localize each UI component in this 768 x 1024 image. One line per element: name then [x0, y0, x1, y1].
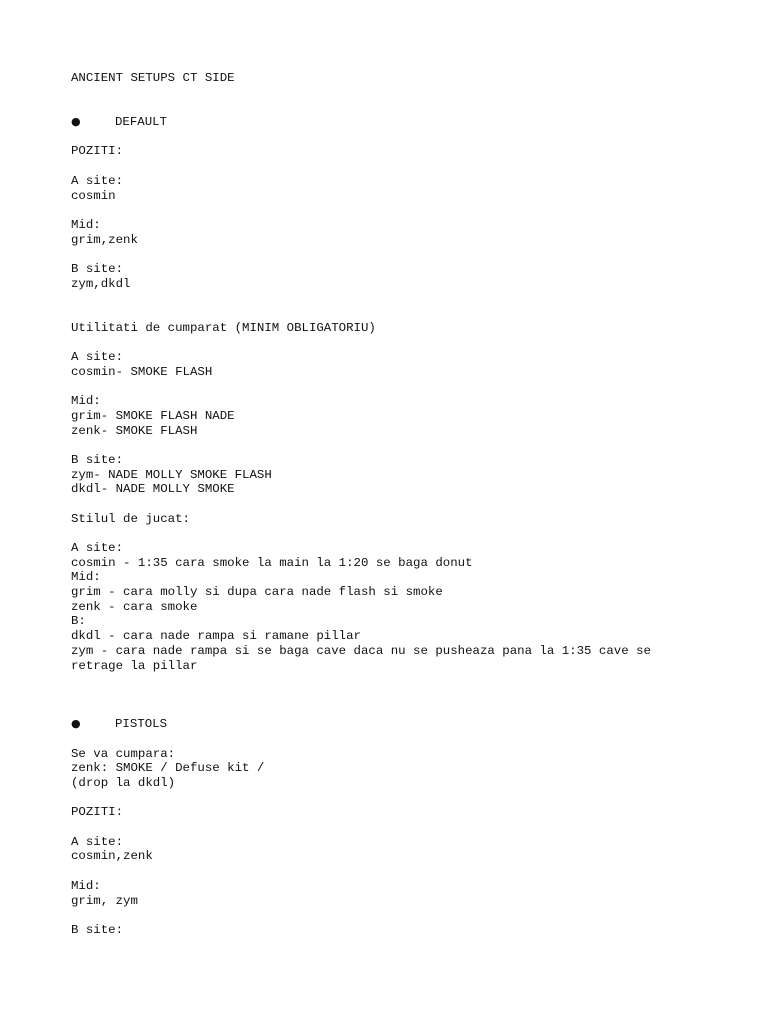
bullet-icon: ● — [71, 115, 81, 129]
style-mid-line: grim - cara molly si dupa cara nade flash si smoke — [71, 585, 443, 600]
spacer — [71, 497, 711, 512]
section-heading-label: PISTOLS — [115, 717, 168, 732]
a-site-label: A site: — [71, 173, 124, 188]
spacer — [71, 791, 711, 806]
utilities-b-site-line: dkdl- NADE MOLLY SMOKE — [71, 482, 235, 497]
b-site-label: B site: — [71, 261, 124, 276]
spacer — [71, 864, 711, 879]
a-site-players: cosmin — [71, 188, 116, 203]
spacer — [71, 908, 711, 923]
section-heading-pistols — [71, 717, 711, 732]
spacer — [71, 526, 711, 541]
section-heading-label: DEFAULT — [115, 115, 168, 130]
buy-line: (drop la dkdl) — [71, 776, 176, 790]
utilities-heading: Utilitati de cumparat (MINIM OBLIGATORIU) — [71, 320, 376, 335]
style-b-label: B: — [71, 614, 86, 629]
mid-players: grim,zenk — [71, 232, 138, 247]
spacer — [71, 130, 711, 145]
utilities-b-site-line: zym- NADE MOLLY SMOKE FLASH — [71, 467, 272, 482]
section-heading-default — [71, 115, 711, 130]
b-site-label: B site: — [71, 922, 124, 937]
mid-label: Mid: — [71, 217, 101, 232]
style-b-line: retrage la pillar — [71, 658, 198, 673]
spacer — [71, 820, 711, 835]
spacer — [71, 703, 711, 718]
spacer — [71, 438, 711, 453]
utilities-mid-line: zenk- SMOKE FLASH — [71, 423, 198, 438]
buy-label: Se va cumpara: — [71, 746, 176, 761]
style-b-line: dkdl - cara nade rampa si ramane pillar — [71, 629, 361, 644]
style-mid-line: zenk - cara smoke — [71, 599, 198, 614]
spacer — [71, 203, 711, 218]
spacer — [71, 673, 711, 688]
utilities-a-site-line: cosmin- SMOKE FLASH — [71, 364, 213, 379]
mid-players: grim, zym — [71, 893, 138, 908]
utilities-mid-label: Mid: — [71, 394, 101, 409]
style-a-site-label: A site: — [71, 541, 124, 555]
style-a-site-line: cosmin - 1:35 cara smoke la main la 1:20 se baga donut — [71, 555, 473, 570]
spacer — [71, 247, 711, 262]
positions-label: POZITI: — [71, 144, 124, 159]
b-site-players: zym,dkdl — [71, 276, 131, 291]
positions-label: POZITI: — [71, 805, 124, 820]
spacer — [71, 379, 711, 394]
spacer — [71, 86, 711, 101]
utilities-a-site-label: A site: — [71, 350, 124, 365]
style-heading: Stilul de jucat: — [71, 511, 190, 526]
a-site-players: cosmin,zenk — [71, 849, 153, 864]
spacer — [71, 159, 711, 174]
a-site-label: A site: — [71, 834, 124, 849]
document-title: ANCIENT SETUPS CT SIDE — [71, 71, 235, 85]
bullet-icon: ● — [71, 717, 81, 731]
mid-label: Mid: — [71, 878, 101, 893]
spacer — [71, 732, 711, 747]
document-page — [71, 71, 711, 938]
style-b-line: zym - cara nade rampa si se baga cave daca nu se pusheaza pana la 1:35 cave se — [71, 643, 651, 658]
spacer — [71, 306, 711, 321]
spacer — [71, 291, 711, 306]
spacer — [71, 688, 711, 703]
utilities-mid-line: grim- SMOKE FLASH NADE — [71, 408, 235, 423]
buy-line: zenk: SMOKE / Defuse kit / — [71, 761, 265, 776]
style-mid-label: Mid: — [71, 570, 101, 585]
utilities-b-site-label: B site: — [71, 452, 124, 467]
spacer — [71, 335, 711, 350]
spacer — [71, 100, 711, 115]
